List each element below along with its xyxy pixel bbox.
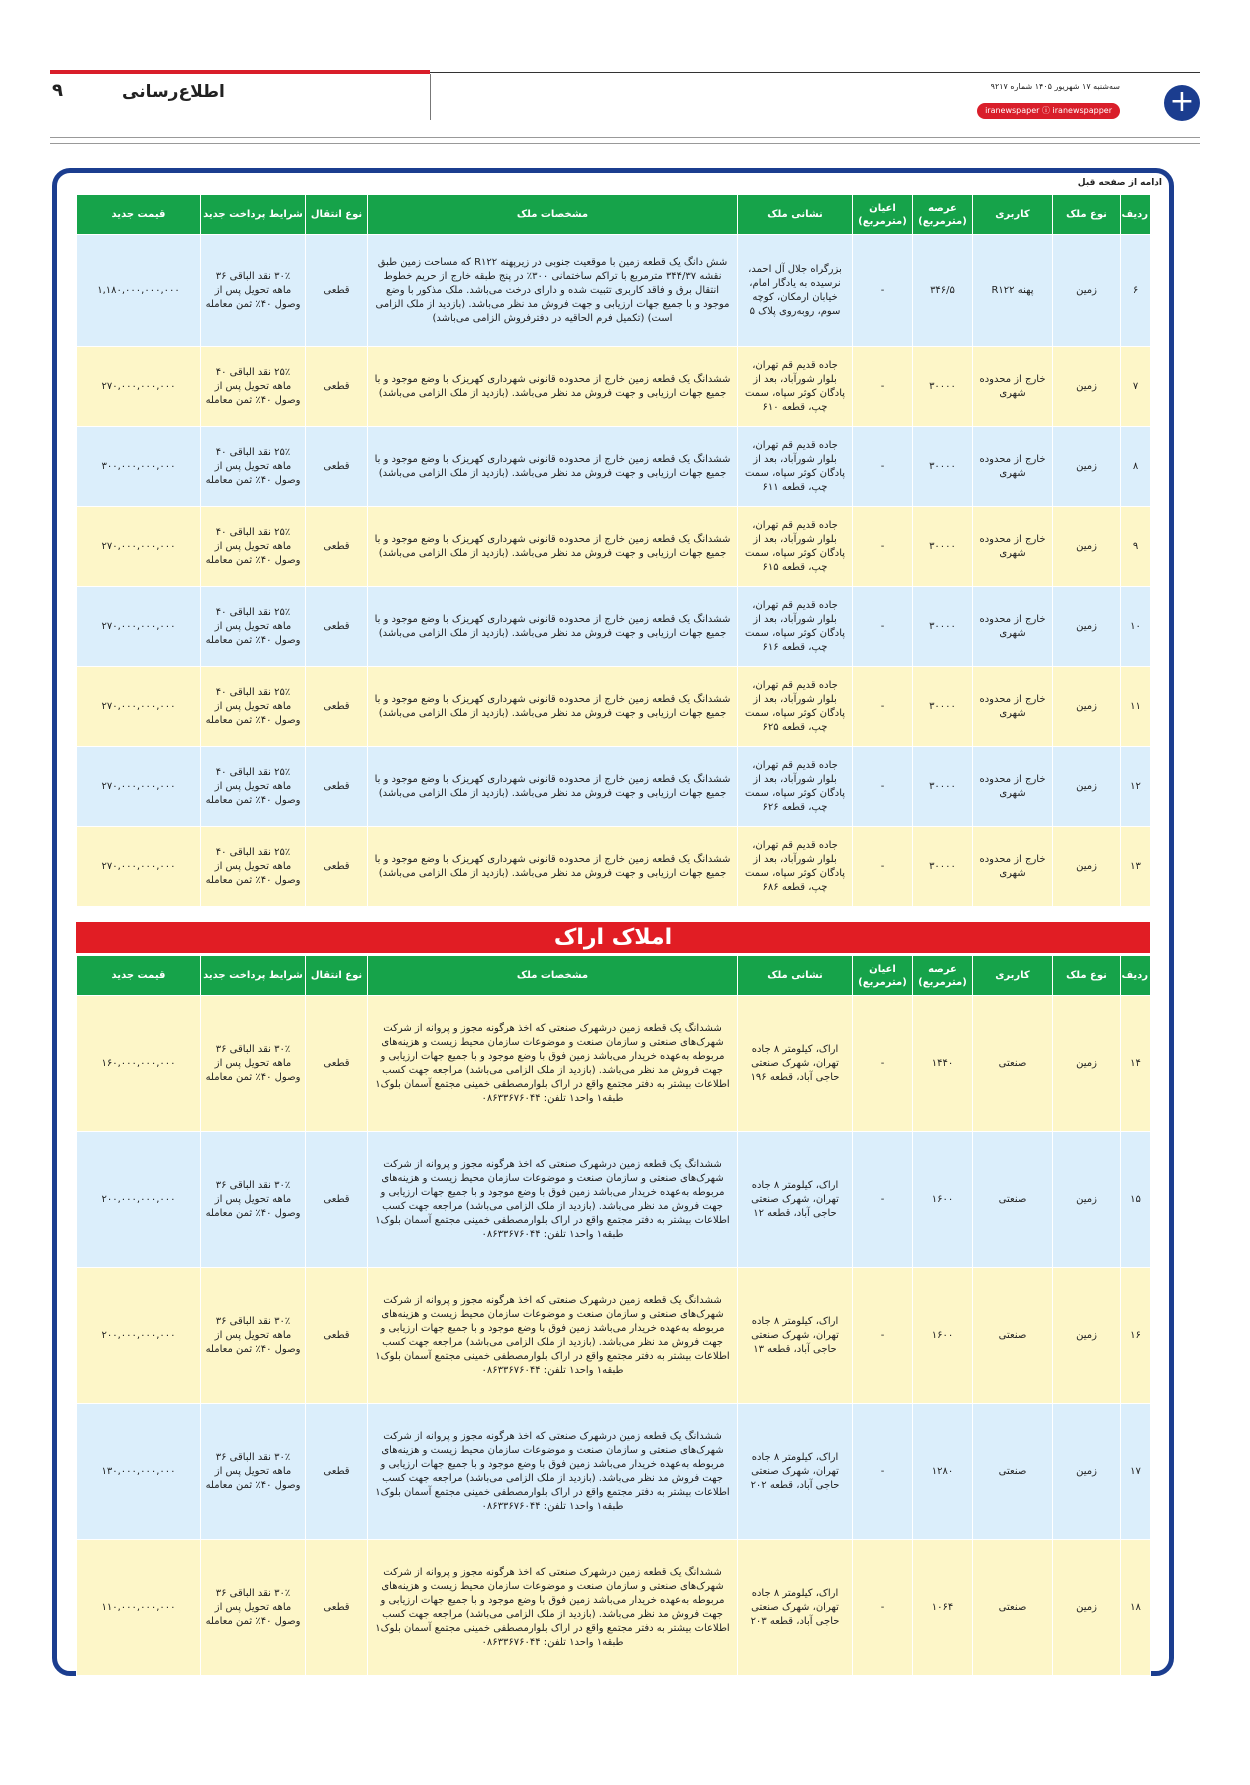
building-area: - [853,747,913,827]
description: ششدانگ یک قطعه زمین درشهرک صنعتی که اخذ هرگونه مجوز و پروانه از شرکت شهرک‌های صنعتی و سازمان صنعت و موضوعات سازمان محیط زیست و هزینه‌های مربوطه به‌عهده خریدار می‌باشد زمین فوق با وضع موجود و با جمیع جهات ارزیابی و جهت فروش مد نظر می‌باشد. (بازدید از ملک الزامی می‌باشد) مراجعه جهت کسب اطلاعات بیشتر به دفتر مجتمع واقع در اراک بلوارمصطفی خمینی مجتمع آسمان بلوک۱ طبقه۱ واحد۱ تلفن: ۰۸۶۳۳۶۷۶۰۴۴ [368,1268,738,1404]
property-type: زمین [1053,1268,1121,1404]
property-type: زمین [1053,1132,1121,1268]
new-price: ۲۷۰,۰۰۰,۰۰۰,۰۰۰ [77,587,201,667]
address: جاده قدیم قم تهران، بلوار شورآباد، بعد از پادگان کوثر سپاه، سمت چپ، قطعه ۶۲۵ [738,667,853,747]
land-use: خارج از محدوده شهری [973,507,1053,587]
property-type: زمین [1053,996,1121,1132]
building-area: - [853,427,913,507]
new-price: ۲۰۰,۰۰۰,۰۰۰,۰۰۰ [77,1268,201,1404]
new-price: ۲۷۰,۰۰۰,۰۰۰,۰۰۰ [77,827,201,907]
header-description: مشخصات ملک [368,195,738,235]
land-area: ۳۰۰۰۰ [913,507,973,587]
header-transfer-type: نوع انتقال [306,956,368,996]
table-row [77,827,1151,907]
payment-terms: ۳۰٪ نقد الباقی ۳۶ ماهه تحویل پس از وصول ۴۰٪ ثمن معامله [201,1132,306,1268]
row-number: ۱۶ [1121,1268,1151,1404]
address: اراک، کیلومتر ۸ جاده تهران، شهرک صنعتی حاجی آباد، قطعه ۲۰۲ [738,1404,853,1540]
header-building-area: اعیان (مترمربع) [853,195,913,235]
payment-terms: ۲۵٪ نقد الباقی ۴۰ ماهه تحویل پس از وصول ۴۰٪ ثمن معامله [201,347,306,427]
header-row-number: ردیف [1121,195,1151,235]
header-building-area: اعیان (مترمربع) [853,956,913,996]
header-double-rule [50,137,1200,144]
land-area: ۳۰۰۰۰ [913,747,973,827]
table-row [77,1268,1151,1404]
property-type: زمین [1053,507,1121,587]
address: اراک، کیلومتر ۸ جاده تهران، شهرک صنعتی حاجی آباد، قطعه ۱۳ [738,1268,853,1404]
building-area: - [853,587,913,667]
arak-section-title: املاک اراک [76,922,1150,953]
table-row [77,427,1151,507]
building-area: - [853,235,913,347]
header-land-area: عرصه (مترمربع) [913,956,973,996]
property-type: زمین [1053,747,1121,827]
section-title: اطلاع‌رسانی [122,82,225,102]
address: اراک، کیلومتر ۸ جاده تهران، شهرک صنعتی حاجی آباد، قطعه ۱۲ [738,1132,853,1268]
property-type: زمین [1053,587,1121,667]
header-land-use: کاربری [973,195,1053,235]
property-type: زمین [1053,235,1121,347]
transfer-type: قطعی [306,507,368,587]
land-use: خارج از محدوده شهری [973,667,1053,747]
table-row [77,1132,1151,1268]
description: ششدانگ یک قطعه زمین درشهرک صنعتی که اخذ هرگونه مجوز و پروانه از شرکت شهرک‌های صنعتی و سازمان صنعت و موضوعات سازمان محیط زیست و هزینه‌های مربوطه به‌عهده خریدار می‌باشد زمین فوق با وضع موجود و با جمیع جهات ارزیابی و جهت فروش مد نظر می‌باشد. (بازدید از ملک الزامی می‌باشد) مراجعه جهت کسب اطلاعات بیشتر به دفتر مجتمع واقع در اراک بلوارمصطفی خمینی مجتمع آسمان بلوک۱ طبقه۱ واحد۱ تلفن: ۰۸۶۳۳۶۷۶۰۴۴ [368,1540,738,1676]
table-row [77,587,1151,667]
land-use: صنعتی [973,1540,1053,1676]
land-use: صنعتی [973,996,1053,1132]
header-new-price: قیمت جدید [77,195,201,235]
row-number: ۱۱ [1121,667,1151,747]
header-address: نشانی ملک [738,195,853,235]
building-area: - [853,1540,913,1676]
property-type: زمین [1053,427,1121,507]
land-area: ۱۴۴۰ [913,996,973,1132]
new-price: ۱۳۰,۰۰۰,۰۰۰,۰۰۰ [77,1404,201,1540]
transfer-type: قطعی [306,747,368,827]
description: ششدانگ یک قطعه زمین درشهرک صنعتی که اخذ هرگونه مجوز و پروانه از شرکت شهرک‌های صنعتی و سازمان صنعت و موضوعات سازمان محیط زیست و هزینه‌های مربوطه به‌عهده خریدار می‌باشد زمین فوق با وضع موجود و با جمیع جهات ارزیابی و جهت فروش مد نظر می‌باشد. (بازدید از ملک الزامی می‌باشد) مراجعه جهت کسب اطلاعات بیشتر به دفتر مجتمع واقع در اراک بلوارمصطفی خمینی مجتمع آسمان بلوک۱ طبقه۱ واحد۱ تلفن: ۰۸۶۳۳۶۷۶۰۴۴ [368,1404,738,1540]
new-price: ۲۷۰,۰۰۰,۰۰۰,۰۰۰ [77,507,201,587]
table-row [77,235,1151,347]
header-transfer-type: نوع انتقال [306,195,368,235]
property-table-1 [76,194,1151,907]
description: ششدانگ یک قطعه زمین خارج از محدوده قانونی شهرداری کهریزک با وضع موجود و با جمیع جهات ارزیابی و جهت فروش مد نظر می‌باشد. (بازدید از ملک الزامی می‌باشد) [368,427,738,507]
row-number: ۱۳ [1121,827,1151,907]
address: جاده قدیم قم تهران، بلوار شورآباد، بعد از پادگان کوثر سپاه، سمت چپ، قطعه ۶۸۶ [738,827,853,907]
payment-terms: ۲۵٪ نقد الباقی ۴۰ ماهه تحویل پس از وصول ۴۰٪ ثمن معامله [201,587,306,667]
payment-terms: ۳۰٪ نقد الباقی ۳۶ ماهه تحویل پس از وصول ۴۰٪ ثمن معامله [201,235,306,347]
land-area: ۱۰۶۴ [913,1540,973,1676]
plus-icon: + [1164,85,1200,121]
payment-terms: ۲۵٪ نقد الباقی ۴۰ ماهه تحویل پس از وصول ۴۰٪ ثمن معامله [201,507,306,587]
description: شش دانگ یک قطعه زمین با موقعیت جنوبی در زیرپهنه R۱۲۲ که مساحت زمین طبق نقشه ۳۴۴/۳۷ مترمربع با تراکم ساختمانی ۳۰۰٪ در پنج طبقه خارج از حریم خطوط انتقال برق و فاقد کاربری تثبیت شده و دارای درخت می‌باشد. ملک مذکور با وضع موجود و با جمیع جهات ارزیابی و جهت فروش مد نظر می‌باشد. (بازدید از ملک الزامی است) (تکمیل فرم الحاقیه در دفترفروش الزامی می‌باشد) [368,235,738,347]
description: ششدانگ یک قطعه زمین خارج از محدوده قانونی شهرداری کهریزک با وضع موجود و با جمیع جهات ارزیابی و جهت فروش مد نظر می‌باشد. (بازدید از ملک الزامی می‌باشد) [368,667,738,747]
land-use: صنعتی [973,1404,1053,1540]
new-price: ۲۷۰,۰۰۰,۰۰۰,۰۰۰ [77,747,201,827]
address: اراک، کیلومتر ۸ جاده تهران، شهرک صنعتی حاجی آباد، قطعه ۲۰۳ [738,1540,853,1676]
property-type: زمین [1053,1540,1121,1676]
address: جاده قدیم قم تهران، بلوار شورآباد، بعد از پادگان کوثر سپاه، سمت چپ، قطعه ۶۱۵ [738,507,853,587]
property-type: زمین [1053,827,1121,907]
property-type: زمین [1053,347,1121,427]
land-use: خارج از محدوده شهری [973,587,1053,667]
description: ششدانگ یک قطعه زمین خارج از محدوده قانونی شهرداری کهریزک با وضع موجود و با جمیع جهات ارزیابی و جهت فروش مد نظر می‌باشد. (بازدید از ملک الزامی می‌باشد) [368,747,738,827]
land-area: ۳۰۰۰۰ [913,427,973,507]
description: ششدانگ یک قطعه زمین درشهرک صنعتی که اخذ هرگونه مجوز و پروانه از شرکت شهرک‌های صنعتی و سازمان صنعت و موضوعات سازمان محیط زیست و هزینه‌های مربوطه به‌عهده خریدار می‌باشد زمین فوق با وضع موجود و با جمیع جهات ارزیابی و جهت فروش مد نظر می‌باشد. (بازدید از ملک الزامی می‌باشد) مراجعه جهت کسب اطلاعات بیشتر به دفتر مجتمع واقع در اراک بلوارمصطفی خمینی مجتمع آسمان بلوک۱ طبقه۱ واحد۱ تلفن: ۰۸۶۳۳۶۷۶۰۴۴ [368,1132,738,1268]
table-row [77,1540,1151,1676]
transfer-type: قطعی [306,1404,368,1540]
land-use: پهنه R۱۲۲ [973,235,1053,347]
row-number: ۱۴ [1121,996,1151,1132]
land-use: خارج از محدوده شهری [973,347,1053,427]
land-area: ۱۶۰۰ [913,1132,973,1268]
building-area: - [853,996,913,1132]
header-description: مشخصات ملک [368,956,738,996]
transfer-type: قطعی [306,347,368,427]
new-price: ۱,۱۸۰,۰۰۰,۰۰۰,۰۰۰ [77,235,201,347]
header-new-price: قیمت جدید [77,956,201,996]
page-number: ۹ [52,80,63,101]
address: اراک، کیلومتر ۸ جاده تهران، شهرک صنعتی حاجی آباد، قطعه ۱۹۶ [738,996,853,1132]
property-table-2 [76,955,1151,1676]
new-price: ۲۷۰,۰۰۰,۰۰۰,۰۰۰ [77,667,201,747]
transfer-type: قطعی [306,667,368,747]
land-use: خارج از محدوده شهری [973,747,1053,827]
land-use: صنعتی [973,1268,1053,1404]
land-use: خارج از محدوده شهری [973,427,1053,507]
row-number: ۱۸ [1121,1540,1151,1676]
transfer-type: قطعی [306,1268,368,1404]
table-row [77,667,1151,747]
header-rule [430,72,1200,73]
payment-terms: ۲۵٪ نقد الباقی ۴۰ ماهه تحویل پس از وصول ۴۰٪ ثمن معامله [201,667,306,747]
header-payment-terms: شرایط پرداخت جدید [201,195,306,235]
address: جاده قدیم قم تهران، بلوار شورآباد، بعد از پادگان کوثر سپاه، سمت چپ، قطعه ۶۲۶ [738,747,853,827]
row-number: ۱۲ [1121,747,1151,827]
new-price: ۱۶۰,۰۰۰,۰۰۰,۰۰۰ [77,996,201,1132]
header-property-type: نوع ملک [1053,195,1121,235]
header-land-area: عرصه (مترمربع) [913,195,973,235]
payment-terms: ۲۵٪ نقد الباقی ۴۰ ماهه تحویل پس از وصول ۴۰٪ ثمن معامله [201,747,306,827]
header-red-bar [50,70,430,74]
header-property-type: نوع ملک [1053,956,1121,996]
header-divider [430,74,431,120]
table-row [77,1404,1151,1540]
transfer-type: قطعی [306,996,368,1132]
table-row [77,996,1151,1132]
address: جاده قدیم قم تهران، بلوار شورآباد، بعد از پادگان کوثر سپاه، سمت چپ، قطعه ۶۱۶ [738,587,853,667]
row-number: ۸ [1121,427,1151,507]
header-land-use: کاربری [973,956,1053,996]
row-number: ۷ [1121,347,1151,427]
payment-terms: ۲۵٪ نقد الباقی ۴۰ ماهه تحویل پس از وصول ۴۰٪ ثمن معامله [201,427,306,507]
row-number: ۱۰ [1121,587,1151,667]
new-price: ۳۰۰,۰۰۰,۰۰۰,۰۰۰ [77,427,201,507]
building-area: - [853,1268,913,1404]
transfer-type: قطعی [306,1540,368,1676]
description: ششدانگ یک قطعه زمین خارج از محدوده قانونی شهرداری کهریزک با وضع موجود و با جمیع جهات ارزیابی و جهت فروش مد نظر می‌باشد. (بازدید از ملک الزامی می‌باشد) [368,827,738,907]
description: ششدانگ یک قطعه زمین خارج از محدوده قانونی شهرداری کهریزک با وضع موجود و با جمیع جهات ارزیابی و جهت فروش مد نظر می‌باشد. (بازدید از ملک الزامی می‌باشد) [368,507,738,587]
land-use: صنعتی [973,1132,1053,1268]
row-number: ۱۷ [1121,1404,1151,1540]
payment-terms: ۳۰٪ نقد الباقی ۳۶ ماهه تحویل پس از وصول ۴۰٪ ثمن معامله [201,1404,306,1540]
land-area: ۳۴۶/۵ [913,235,973,347]
address: جاده قدیم قم تهران، بلوار شورآباد، بعد از پادگان کوثر سپاه، سمت چپ، قطعه ۶۱۰ [738,347,853,427]
address: بزرگراه جلال آل احمد، نرسیده به یادگار امام، خیابان ارمکان، کوچه سوم، روبه‌روی پلاک ۵ [738,235,853,347]
payment-terms: ۳۰٪ نقد الباقی ۳۶ ماهه تحویل پس از وصول ۴۰٪ ثمن معامله [201,1540,306,1676]
row-number: ۱۵ [1121,1132,1151,1268]
header-payment-terms: شرایط پرداخت جدید [201,956,306,996]
row-number: ۶ [1121,235,1151,347]
payment-terms: ۳۰٪ نقد الباقی ۳۶ ماهه تحویل پس از وصول ۴۰٪ ثمن معامله [201,996,306,1132]
payment-terms: ۲۵٪ نقد الباقی ۴۰ ماهه تحویل پس از وصول ۴۰٪ ثمن معامله [201,827,306,907]
property-type: زمین [1053,1404,1121,1540]
table-row [77,747,1151,827]
land-area: ۳۰۰۰۰ [913,667,973,747]
building-area: - [853,827,913,907]
table-row [77,507,1151,587]
continuation-note: ادامه از صفحه قبل [1077,178,1162,188]
building-area: - [853,1404,913,1540]
land-area: ۱۲۸۰ [913,1404,973,1540]
address: جاده قدیم قم تهران، بلوار شورآباد، بعد از پادگان کوثر سپاه، سمت چپ، قطعه ۶۱۱ [738,427,853,507]
land-area: ۳۰۰۰۰ [913,827,973,907]
table-row [77,347,1151,427]
property-type: زمین [1053,667,1121,747]
building-area: - [853,347,913,427]
row-number: ۹ [1121,507,1151,587]
land-area: ۱۶۰۰ [913,1268,973,1404]
header-row-number: ردیف [1121,956,1151,996]
payment-terms: ۳۰٪ نقد الباقی ۳۶ ماهه تحویل پس از وصول ۴۰٪ ثمن معامله [201,1268,306,1404]
header-address: نشانی ملک [738,956,853,996]
land-area: ۳۰۰۰۰ [913,587,973,667]
social-handles: iranewspaper ⓘ iranewspapper [977,103,1120,119]
land-area: ۳۰۰۰۰ [913,347,973,427]
description: ششدانگ یک قطعه زمین خارج از محدوده قانونی شهرداری کهریزک با وضع موجود و با جمیع جهات ارزیابی و جهت فروش مد نظر می‌باشد. (بازدید از ملک الزامی می‌باشد) [368,347,738,427]
transfer-type: قطعی [306,235,368,347]
new-price: ۲۰۰,۰۰۰,۰۰۰,۰۰۰ [77,1132,201,1268]
description: ششدانگ یک قطعه زمین درشهرک صنعتی که اخذ هرگونه مجوز و پروانه از شرکت شهرک‌های صنعتی و سازمان صنعت و موضوعات سازمان محیط زیست و هزینه‌های مربوطه به‌عهده خریدار می‌باشد زمین فوق با وضع موجود و با جمیع جهات ارزیابی و جهت فروش مد نظر می‌باشد. (بازدید از ملک الزامی می‌باشد) مراجعه جهت کسب اطلاعات بیشتر به دفتر مجتمع واقع در اراک بلوارمصطفی خمینی مجتمع آسمان بلوک۱ طبقه۱ واحد۱ تلفن: ۰۸۶۳۳۶۷۶۰۴۴ [368,996,738,1132]
new-price: ۲۷۰,۰۰۰,۰۰۰,۰۰۰ [77,347,201,427]
building-area: - [853,507,913,587]
description: ششدانگ یک قطعه زمین خارج از محدوده قانونی شهرداری کهریزک با وضع موجود و با جمیع جهات ارزیابی و جهت فروش مد نظر می‌باشد. (بازدید از ملک الزامی می‌باشد) [368,587,738,667]
transfer-type: قطعی [306,827,368,907]
issue-info: سه‌شنبه ۱۷ شهریور ۱۴۰۵ شماره ۹۲۱۷ [990,82,1120,91]
building-area: - [853,1132,913,1268]
transfer-type: قطعی [306,427,368,507]
transfer-type: قطعی [306,587,368,667]
land-use: خارج از محدوده شهری [973,827,1053,907]
new-price: ۱۱۰,۰۰۰,۰۰۰,۰۰۰ [77,1540,201,1676]
building-area: - [853,667,913,747]
transfer-type: قطعی [306,1132,368,1268]
